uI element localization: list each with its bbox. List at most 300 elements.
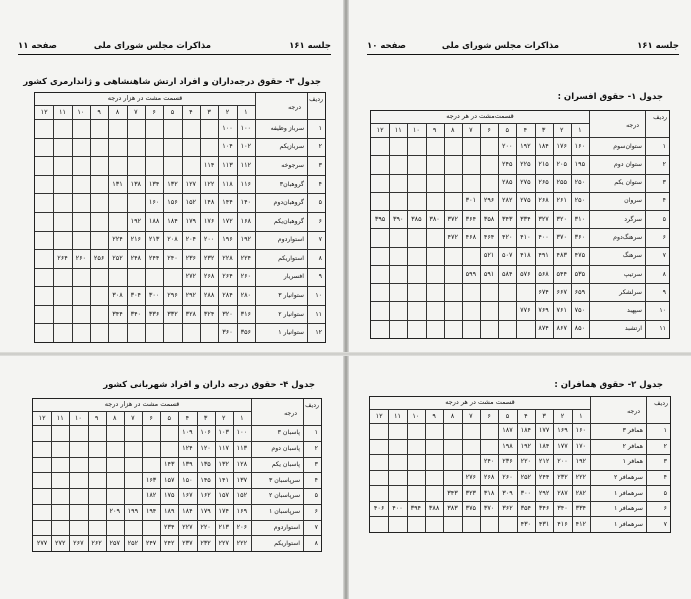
salary-value: ۳۸۸ xyxy=(428,504,440,513)
salary-value: ۳۷۲ xyxy=(447,214,458,223)
grade-number: ۱ xyxy=(578,125,582,134)
row-divider xyxy=(35,323,325,324)
row-divider xyxy=(35,212,325,213)
salary-value: ۵۶۸ xyxy=(538,269,549,278)
grade-number: ۲ xyxy=(559,125,564,134)
grade-number: ۱۲ xyxy=(376,125,384,134)
row-number: ۵ xyxy=(314,492,318,500)
salary-value: ۱۷۷ xyxy=(538,426,550,435)
row-divider xyxy=(371,265,669,266)
salary-value: ۲۰۰ xyxy=(501,141,513,150)
table-1 xyxy=(370,110,670,339)
row-number: ۴ xyxy=(662,197,666,205)
salary-value: ۱۳۹ xyxy=(182,459,193,468)
salary-value: ۱۵۰ xyxy=(182,475,193,484)
grade-number: ۱۰ xyxy=(412,125,420,134)
salary-value: ۳۶۰ xyxy=(574,233,586,241)
row-number-header: ردیف xyxy=(309,96,323,103)
row-number: ۳ xyxy=(314,460,318,468)
row-number: ۲ xyxy=(663,442,667,450)
salary-value: ۱۷۲ xyxy=(222,216,233,225)
rank-name: استواریکم xyxy=(278,254,304,262)
row-number: ۷ xyxy=(318,236,322,244)
rank-header: درجه xyxy=(288,104,301,111)
salary-value: ۱۲۸ xyxy=(236,459,248,468)
salary-value: ۲۶۷ xyxy=(73,538,84,547)
salary-value: ۱۵۲ xyxy=(185,198,197,207)
salary-value: ۴۶۸ xyxy=(465,233,477,241)
salary-value: ۳۹۵ xyxy=(374,214,386,223)
row-number: ۹ xyxy=(318,273,322,281)
row-number-header: ردیف xyxy=(654,400,668,407)
grade-number: ۱۰ xyxy=(77,107,85,116)
salary-value: ۵۹۱ xyxy=(483,269,495,278)
grade-number: ۱ xyxy=(579,411,583,420)
row-divider xyxy=(35,156,325,157)
salary-value: ۳۰۸ xyxy=(112,291,123,300)
salary-value: ۱۴۸ xyxy=(203,198,215,207)
salary-value: ۲۴۲ xyxy=(163,538,175,547)
rank-name: سرگرد xyxy=(624,215,642,223)
salary-value: ۳۶۴ xyxy=(465,214,477,223)
salary-value: ۱۳۸ xyxy=(130,179,142,188)
salary-value: ۲۳۲ xyxy=(203,253,215,262)
rank-name: ستوان یکم xyxy=(614,179,642,187)
rank-name: سپهبد xyxy=(626,307,642,315)
salary-value: ۱۰۰ xyxy=(222,123,233,132)
row-number: ۱ xyxy=(318,124,322,132)
journal-title: مذاکرات مجلس شورای ملی xyxy=(441,41,559,51)
salary-value: ۵۴۴ xyxy=(556,269,567,278)
row-number: ۸ xyxy=(318,254,322,262)
salary-value: ۳۰۱ xyxy=(465,196,477,205)
rank-name: سرباز وظیفه xyxy=(270,124,304,132)
row-divider xyxy=(35,249,325,250)
salary-value: ۲۰۸ xyxy=(167,235,178,244)
salary-value: ۱۶۳ xyxy=(145,475,157,484)
salary-value: ۲۹۲ xyxy=(185,291,197,300)
salary-value: ۱۸۲ xyxy=(145,491,157,500)
grade-number: ۸ xyxy=(450,125,455,134)
salary-value: ۱۴۱ xyxy=(218,475,229,484)
row-number-header: ردیف xyxy=(653,114,667,121)
salary-value: ۱۳۴ xyxy=(148,179,160,188)
salary-value: ۱۰۲ xyxy=(240,142,252,151)
grade-number: ۸ xyxy=(115,107,120,116)
salary-value: ۲۰۶ xyxy=(236,522,248,531)
salary-value: ۳۵۸ xyxy=(483,214,495,223)
salary-value: ۱۴۴ xyxy=(222,198,233,207)
grade-number: ۸ xyxy=(450,411,455,420)
salary-value: ۳۴۳ xyxy=(447,488,458,497)
salary-value: ۷۶۹ xyxy=(538,306,549,315)
grade-number: ۵ xyxy=(170,107,175,116)
salary-value: ۳۸۳ xyxy=(447,504,458,513)
salary-value: ۱۷۶ xyxy=(556,141,567,150)
salary-value: ۱۶۹ xyxy=(557,426,568,435)
salary-value: ۲۶۲ xyxy=(91,538,102,547)
salary-value: ۴۱۸ xyxy=(520,251,531,260)
salary-value: ۲۲۲ xyxy=(236,538,248,547)
row-number: ۴ xyxy=(318,180,322,188)
salary-value: ۲۳۷ xyxy=(182,538,193,547)
rank-name: سرهمافر ۱ xyxy=(614,489,643,497)
row-divider xyxy=(35,268,325,269)
salary-value: ۱۲۴ xyxy=(182,444,193,453)
salary-value: ۲۵۲ xyxy=(112,253,123,262)
salary-value: ۵۳۵ xyxy=(574,269,586,278)
salary-value: ۲۲۰ xyxy=(200,522,211,531)
salary-value: ۸۷۴ xyxy=(538,324,549,333)
salary-value: ۱۸۴ xyxy=(520,426,532,435)
salary-value: ۱۶۰ xyxy=(575,426,587,435)
salary-value: ۱۳۵ xyxy=(200,459,211,468)
grade-number: ۵ xyxy=(505,411,510,420)
salary-value: ۱۸۴ xyxy=(167,216,178,225)
salary-value: ۲۳۶ xyxy=(502,457,513,466)
salary-value: ۱۸۴ xyxy=(182,507,193,516)
salary-value: ۸۶۷ xyxy=(556,324,567,333)
salary-value: ۲۲۰ xyxy=(520,457,532,466)
column-divider xyxy=(90,105,91,342)
row-number: ۱۰ xyxy=(315,292,322,300)
salary-value: ۳۴۰ xyxy=(130,309,142,318)
salary-value: ۳۷۰ xyxy=(483,504,495,513)
row-divider xyxy=(35,305,325,306)
salary-value: ۳۳۴ xyxy=(520,214,531,223)
salary-value: ۲۴۴ xyxy=(538,473,550,481)
row-divider xyxy=(370,470,670,471)
left-page xyxy=(0,0,343,599)
grade-number: ۳ xyxy=(542,411,546,420)
salary-value: ۲۸۸ xyxy=(203,291,215,300)
salary-value: ۱۹۴ xyxy=(145,507,157,516)
rank-name: ستوان‌سوم xyxy=(613,142,642,150)
row-divider xyxy=(371,320,669,321)
grade-number: ۳ xyxy=(541,125,546,134)
salary-value: ۲۰۰ xyxy=(557,457,568,466)
page-number: صفحه ۱۱ xyxy=(18,41,57,51)
rank-name: سربازیکم xyxy=(279,143,304,151)
row-divider xyxy=(370,501,670,502)
salary-value: ۱۰۴ xyxy=(222,142,233,151)
rank-name: سرجوخه xyxy=(281,161,304,169)
row-number: ۲ xyxy=(318,143,322,151)
salary-value: ۳۱۸ xyxy=(483,488,495,497)
salary-value: ۱۸۹ xyxy=(163,507,175,516)
salary-value: ۲۸۲ xyxy=(501,196,513,205)
salary-value: ۲۰۵ xyxy=(556,159,567,168)
header-divider xyxy=(33,425,321,426)
rank-name: پاسبان دوم xyxy=(271,445,300,453)
salary-value: ۱۵۶ xyxy=(167,198,178,207)
grade-subheader: قسمت مشت در هزار درجه xyxy=(107,94,183,102)
salary-value: ۱۷۹ xyxy=(185,216,197,225)
salary-value: ۲۷۵ xyxy=(520,196,531,205)
salary-value: ۳۶۰ xyxy=(222,328,233,337)
salary-value: ۴۱۰ xyxy=(520,233,531,241)
grade-number: ۲ xyxy=(225,107,230,116)
salary-value: ۱۹۵ xyxy=(574,159,586,168)
salary-value: ۱۰۰ xyxy=(240,123,252,132)
salary-value: ۲۸۴ xyxy=(222,291,233,300)
salary-value: ۱۹۸ xyxy=(502,441,513,450)
salary-value: ۲۹۲ xyxy=(538,488,550,497)
salary-value: ۱۰۳ xyxy=(218,428,229,437)
table-4-title: جدول ۴- حقوق درجه داران و افراد شهربانی کشور xyxy=(103,380,315,390)
column-divider xyxy=(53,105,54,342)
salary-value: ۲۲۲ xyxy=(575,473,587,481)
row-number: ۶ xyxy=(314,508,318,516)
salary-value: ۲۷۵ xyxy=(520,178,531,187)
row-divider xyxy=(35,231,325,232)
salary-value: ۲۱۳ xyxy=(148,235,160,244)
grade-number: ۱۲ xyxy=(38,413,46,422)
salary-value: ۱۷۹ xyxy=(200,507,211,516)
row-divider xyxy=(33,520,321,521)
salary-value: ۳۴۴ xyxy=(112,309,123,318)
rank-name: استواریکم xyxy=(274,539,300,547)
salary-value: ۲۶۵ xyxy=(538,178,549,187)
salary-value: ۷۷۶ xyxy=(520,306,531,315)
row-number: ۷ xyxy=(314,523,318,531)
salary-value: ۲۸۰ xyxy=(240,291,252,300)
grade-number: ۴ xyxy=(524,411,528,420)
rank-name: سرتیپ xyxy=(623,270,642,278)
row-divider xyxy=(33,472,321,473)
left-page-header xyxy=(18,40,331,55)
salary-value: ۲۰۴ xyxy=(185,235,197,244)
row-divider xyxy=(370,439,670,440)
row-divider xyxy=(370,485,670,486)
salary-value: ۲۳۶ xyxy=(185,253,197,262)
salary-value: ۲۶۰ xyxy=(502,473,513,481)
salary-value: ۲۶۰ xyxy=(75,253,87,262)
grade-number: ۶ xyxy=(487,411,491,420)
salary-value: ۱۶۰ xyxy=(148,198,160,207)
grade-number: ۵ xyxy=(167,413,171,422)
salary-value: ۱۰۰ xyxy=(236,428,248,437)
salary-value: ۳۳۲ xyxy=(167,309,178,318)
salary-value: ۳۶۲ xyxy=(502,504,513,513)
row-number: ۱ xyxy=(662,142,666,150)
salary-value: ۳۰۰ xyxy=(520,488,532,497)
salary-value: ۴۳۰ xyxy=(520,519,532,528)
salary-value: ۳۳۶ xyxy=(148,309,160,318)
row-divider xyxy=(35,193,325,194)
table-3 xyxy=(34,92,326,343)
salary-value: ۱۳۲ xyxy=(167,179,178,188)
grade-number: ۴ xyxy=(523,125,528,134)
salary-value: ۲۱۳ xyxy=(218,522,229,531)
row-number: ۱۰ xyxy=(659,307,666,315)
rank-name: سرپاسبان ۳ xyxy=(269,476,300,484)
salary-value: ۲۹۶ xyxy=(483,196,495,205)
salary-value: ۳۸۵ xyxy=(411,214,422,223)
salary-value: ۴۷۵ xyxy=(574,251,586,260)
row-number: ۶ xyxy=(318,217,322,225)
rank-name: همافر ۲ xyxy=(622,442,643,450)
salary-value: ۳۴۶ xyxy=(538,504,550,513)
salary-value: ۲۲۴ xyxy=(112,235,123,244)
row-number: ۱۲ xyxy=(315,329,322,337)
rank-header: درجه xyxy=(284,410,297,417)
salary-value: ۱۹۲ xyxy=(240,235,252,244)
salary-value: ۱۱۲ xyxy=(240,160,252,169)
salary-value: ۳۰۴ xyxy=(130,291,142,300)
row-divider xyxy=(371,192,669,193)
row-divider xyxy=(33,535,321,536)
salary-value: ۱۹۲ xyxy=(520,141,531,150)
row-divider xyxy=(371,228,669,229)
salary-value: ۶۵۹ xyxy=(574,287,586,296)
rank-name: همافر ۱ xyxy=(622,458,643,466)
grade-number: ۷ xyxy=(134,107,138,116)
salary-value: ۲۶۸ xyxy=(483,473,495,481)
table-4 xyxy=(32,398,322,552)
header-divider xyxy=(35,119,325,120)
rank-name: سروان xyxy=(624,197,642,205)
row-divider xyxy=(371,155,669,156)
salary-value: ۱۸۴ xyxy=(538,441,550,450)
salary-value: ۵۸۴ xyxy=(501,269,513,278)
salary-value: ۲۲۷ xyxy=(182,522,193,531)
rank-name: ستوان دوم xyxy=(613,160,642,168)
salary-value: ۲۶۴ xyxy=(222,272,233,281)
salary-value: ۲۸۵ xyxy=(501,178,513,187)
salary-value: ۲۶۸ xyxy=(538,196,549,205)
salary-value: ۲۱۵ xyxy=(538,159,549,168)
header-divider xyxy=(33,411,251,412)
salary-value: ۱۰۹ xyxy=(182,428,193,437)
row-divider xyxy=(370,454,670,455)
salary-value: ۲۱۲ xyxy=(538,457,550,466)
salary-value: ۴۲۰ xyxy=(501,233,513,241)
row-number: ۳ xyxy=(663,458,667,466)
salary-value: ۲۶۰ xyxy=(240,272,252,281)
row-divider xyxy=(371,283,669,284)
column-divider xyxy=(590,397,591,532)
salary-value: ۴۸۳ xyxy=(556,251,567,260)
salary-value: ۲۶۴ xyxy=(57,253,68,262)
salary-value: ۳۲۷ xyxy=(538,214,549,223)
salary-value: ۲۲۵ xyxy=(520,159,531,168)
rank-name: سرهنگ‌دوم xyxy=(613,234,642,241)
salary-value: ۵۷۶ xyxy=(520,269,531,278)
salary-value: ۲۵۲ xyxy=(520,473,532,481)
grade-number: ۴ xyxy=(189,107,193,116)
salary-value: ۲۷۶ xyxy=(465,473,477,481)
salary-value: ۲۳۴ xyxy=(163,522,175,531)
grade-number: ۲ xyxy=(221,413,226,422)
salary-value: ۱۱۳ xyxy=(222,160,233,169)
grade-number: ۴ xyxy=(185,413,190,422)
salary-value: ۲۸۲ xyxy=(575,488,587,497)
grade-number: ۱۰ xyxy=(74,413,82,422)
salary-value: ۲۲۴ xyxy=(240,253,252,262)
salary-value: ۷۶۱ xyxy=(556,306,567,315)
salary-value: ۶۷۴ xyxy=(538,287,549,296)
salary-value: ۳۸۰ xyxy=(429,214,440,223)
row-number: ۳ xyxy=(318,161,322,169)
grade-number: ۱ xyxy=(244,107,248,116)
session-label: جلسه ۱۶۱ xyxy=(637,41,679,51)
salary-value: ۸۵۰ xyxy=(574,324,586,333)
row-divider xyxy=(33,488,321,489)
salary-value: ۵۰۷ xyxy=(501,251,513,260)
salary-value: ۳۷۰ xyxy=(556,233,567,241)
salary-value: ۲۴۰ xyxy=(167,253,178,262)
rank-name: سرهنگ xyxy=(622,252,642,260)
grade-number: ۹ xyxy=(432,125,437,134)
row-number: ۷ xyxy=(662,252,666,260)
salary-value: ۱۲۲ xyxy=(203,179,215,188)
row-number: ۸ xyxy=(314,539,318,547)
row-divider xyxy=(35,138,325,139)
column-divider xyxy=(108,105,109,342)
grade-number: ۱۱ xyxy=(394,411,401,420)
salary-value: ۴۷۲ xyxy=(447,233,458,241)
grade-subheader: قسمت مشت در هر درجه xyxy=(445,398,515,406)
row-divider xyxy=(371,301,669,302)
salary-value: ۱۹۲ xyxy=(520,441,532,450)
grade-number: ۳ xyxy=(207,107,211,116)
salary-value: ۲۰۰ xyxy=(203,235,215,244)
grade-number: ۱۱ xyxy=(56,413,64,422)
salary-value: ۱۳۱ xyxy=(112,179,123,188)
rank-name: گروهبان۳ xyxy=(279,180,304,188)
grade-number: ۷ xyxy=(131,413,135,422)
salary-value: ۳۲۸ xyxy=(185,309,197,318)
salary-value: ۲۷۲ xyxy=(185,272,197,281)
rank-name: گروهبان‌یکم xyxy=(273,217,304,225)
row-divider xyxy=(371,174,669,175)
rank-name: سرهمافر ۲ xyxy=(614,474,643,481)
salary-value: ۲۴۵ xyxy=(501,159,513,168)
row-number-header: ردیف xyxy=(305,402,319,409)
column-divider xyxy=(106,411,107,551)
salary-value: ۲۱۶ xyxy=(130,235,142,244)
journal-title: مذاکرات مجلس شورای ملی xyxy=(93,41,211,51)
salary-value: ۷۵۰ xyxy=(574,306,586,315)
grade-number: ۲ xyxy=(560,411,565,420)
salary-value: ۱۶۹ xyxy=(236,507,248,516)
row-number: ۵ xyxy=(318,199,322,207)
salary-value: ۲۰۹ xyxy=(109,507,120,516)
grade-number: ۹ xyxy=(97,107,101,116)
rank-name: پاسبان ۳ xyxy=(277,429,300,437)
right-page-header xyxy=(367,40,679,55)
salary-value: ۱۹۶ xyxy=(222,235,233,244)
salary-value: ۱۵۷ xyxy=(218,491,229,500)
grade-number: ۸ xyxy=(112,413,117,422)
salary-value: ۱۸۷ xyxy=(502,426,513,435)
grade-subheader: قسمت‌مشت در هر درجه xyxy=(446,112,514,120)
grade-number: ۶ xyxy=(149,413,153,422)
row-number: ۱ xyxy=(663,427,667,435)
row-number: ۴ xyxy=(314,476,318,484)
column-divider xyxy=(589,111,590,338)
salary-value: ۱۷۶ xyxy=(203,216,215,225)
salary-value: ۱۴۵ xyxy=(200,475,211,484)
salary-value: ۱۱۷ xyxy=(218,444,229,453)
salary-value: ۱۲۰ xyxy=(200,444,211,453)
rank-name: سرپاسبان ۱ xyxy=(269,508,300,516)
rank-name: پاسبان یکم xyxy=(271,460,300,468)
salary-value: ۳۳۴ xyxy=(575,504,587,513)
rank-name: افسریار xyxy=(283,273,304,281)
salary-value: ۲۵۶ xyxy=(93,253,105,262)
